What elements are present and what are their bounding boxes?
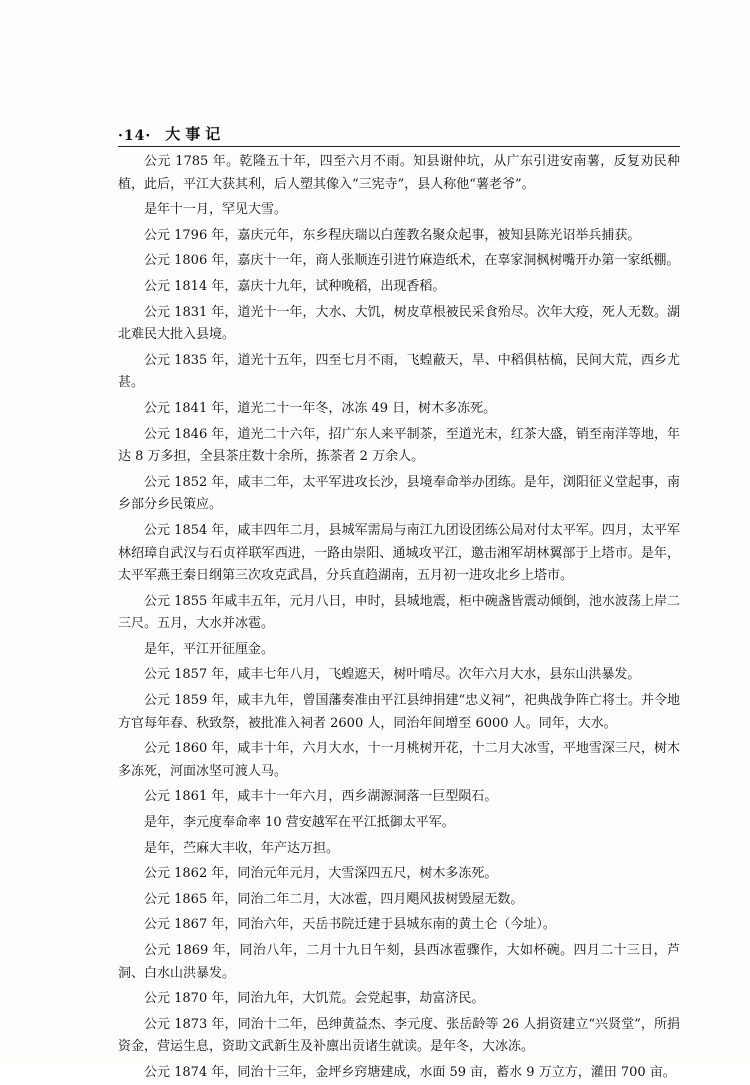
chronicle-entry: 公元 1855 年咸丰五年，元月八日，申时，县城地震，柜中碗盏皆震动倾倒，池水波荡上岸二三尺。五月，大水并冰雹。 [118, 593, 680, 632]
chronicle-entry: 是年，平江开征厘金。 [144, 641, 275, 657]
chronicle-entry: 公元 1870 年，同治九年，大饥荒。会党起事，劫富济民。 [144, 991, 485, 1007]
chronicle-entry: 公元 1873 年，同治十二年，邑绅黄益杰、李元度、张岳龄等 26 人捐资建立“兴贤堂”，所捐资金，营运生息，资助文武新生及补廪出贡诸生就读。是年冬，大冰冻。 [118, 1016, 680, 1055]
chronicle-entry: 公元 1852 年，咸丰二年，太平军进攻长沙，县境奉命举办团练。是年，浏阳征义堂起事，南乡部分乡民策应。 [118, 474, 680, 513]
chronicle-entry: 是年，李元度奉命率 10 营安越军在平江抵御太平军。 [144, 815, 455, 831]
chronicle-entry: 公元 1796 年，嘉庆元年，东乡程庆瑞以白莲教名聚众起事，被知县陈光诏举兵捕获。 [144, 227, 641, 243]
chronicle-entry: 公元 1862 年，同治元年元月，大雪深四五尺，树木多冻死。 [144, 866, 498, 882]
chronicle-entry: 是年，苎麻大丰收，年产达万担。 [144, 840, 340, 856]
chronicle-entry: 公元 1841 年，道光二十一年冬，冰冻 49 日，树木多冻死。 [144, 400, 497, 416]
chronicle-entry: 公元 1857 年，咸丰七年八月，飞蝗遮天，树叶啃尽。次年六月大水，县东山洪暴发。 [144, 667, 641, 683]
chronicle-entry: 公元 1854 年，咸丰四年二月，县城军需局与南江九团设团练公局对付太平军。四月，太平军林绍璋自武汉与石贞祥联军西进，一路由崇阳、通城攻平江，邀击湘军胡林翼部于上塔市。是年，太平军燕王秦日纲第三次攻克武昌，分兵直趋湖南，五月初一进攻北乡上塔市。 [118, 522, 680, 584]
page-header [118, 120, 678, 144]
chronicle-entry: 公元 1846 年，道光二十六年，招广东人来平制茶，至道光末，红茶大盛，销至南洋等地，年达 8 万多担，全县茶庄数十余所，拣茶者 2 万余人。 [118, 426, 680, 465]
chronicle-entry: 公元 1859 年，咸丰九年，曾国藩奏准由平江县绅捐建“忠义祠”，祀典战争阵亡将士。并令地方官每年春、秋致祭，被批准入祠者 2600 人，同治年间增至 6000 人。同年，大水。 [118, 693, 680, 731]
chronicle-entry: 公元 1869 年，同治八年，二月十九日午刻，县西冰雹骤作，大如杯碗。四月二十三日，芦洞、白水山洪暴发。 [118, 943, 680, 981]
chronicle-entry: 公元 1860 年，咸丰十年，六月大水，十一月桃树开花，十二月大冰雪，平地雪深三尺，树木多冻死，河面冰坚可渡人马。 [118, 741, 680, 779]
chronicle-entry: 公元 1785 年。乾隆五十年，四至六月不雨。知县谢仲坑，从广东引进安南薯，反复劝民种植，此后，平江大获其利，后人塑其像入“三宪寺”，县人称他“薯老爷”。 [118, 154, 680, 192]
chronicle-entry: 公元 1865 年，同治二年二月，大冰雹，四月飓风拔树毁屋无数。 [144, 891, 524, 907]
chronicle-body [118, 151, 680, 1080]
chronicle-entry: 公元 1861 年，咸丰十一年六月，西乡湖源洞落一巨型陨石。 [144, 789, 498, 805]
chronicle-entry: 公元 1867 年，同治六年，天岳书院迁建于县城东南的黄土仑（今址）。 [144, 917, 556, 933]
chronicle-entry: 公元 1835 年，道光十五年，四至七月不雨，飞蝗蔽天，旱、中稻俱枯槁，民间大荒，西乡尤甚。 [118, 352, 680, 391]
chronicle-entry: 是年十一月，罕见大雪。 [144, 202, 288, 218]
chronicle-entry: 公元 1831 年，道光十一年，大水、大饥，树皮草根被民采食殆尽。次年大疫，死人无数。湖北难民大批入县境。 [118, 304, 680, 343]
chronicle-entry: 公元 1874 年，同治十三年，金坪乡窍塘建成，水面 59 亩，蓄水 9 万立方，灌田 700 亩。 [144, 1064, 676, 1080]
page-number: ·14· [118, 128, 152, 144]
chronicle-entry: 公元 1806 年，嘉庆十一年，商人张顺连引进竹麻造纸术，在辜家洞枫树嘴开办第一家纸棚。 [144, 253, 680, 269]
running-title: 大事记 [165, 125, 226, 143]
chronicle-entry: 公元 1814 年，嘉庆十九年，试种晚稻，出现香稻。 [144, 278, 446, 294]
header-rule [118, 146, 680, 147]
